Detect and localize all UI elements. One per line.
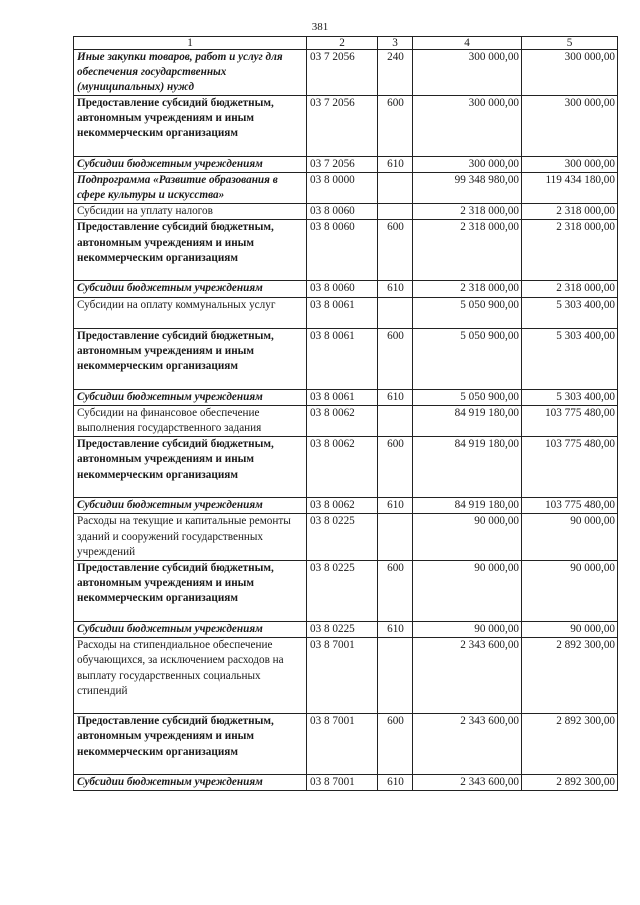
header-cell-3: 3 [378, 37, 413, 50]
table-row [74, 775, 618, 791]
row-amount-col5-cell: 2 892 300,00 [522, 775, 618, 791]
row-expense-type-cell: 600 [378, 220, 413, 281]
row-amount-col5-cell: 103 775 480,00 [522, 405, 618, 436]
table-row [74, 157, 618, 173]
budget-table [73, 36, 618, 791]
row-expense-type-cell: 610 [378, 498, 413, 514]
row-expense-type-cell: 610 [378, 775, 413, 791]
row-name-cell: Субсидии бюджетным учреждениям [74, 281, 307, 297]
row-expense-type-cell [378, 514, 413, 561]
row-amount-col4-cell: 300 000,00 [413, 157, 522, 173]
table-row [74, 96, 618, 157]
row-amount-col5-cell: 2 318 000,00 [522, 204, 618, 220]
table-row [74, 220, 618, 281]
row-amount-col5-cell: 2 318 000,00 [522, 281, 618, 297]
row-amount-col5-cell: 5 303 400,00 [522, 389, 618, 405]
row-name-cell: Предоставление субсидий бюджетным, автономным учреждениям и иным некоммерческим организациям [74, 328, 307, 389]
row-name-cell: Субсидии на финансовое обеспечение выполнения государственного задания [74, 405, 307, 436]
table-row [74, 389, 618, 405]
row-name-cell: Подпрограмма «Развитие образования в сфере культуры и искусства» [74, 173, 307, 204]
row-amount-col4-cell: 300 000,00 [413, 96, 522, 157]
row-expense-type-cell [378, 173, 413, 204]
row-expense-type-cell: 610 [378, 622, 413, 638]
row-expense-type-cell: 610 [378, 389, 413, 405]
row-amount-col5-cell: 2 892 300,00 [522, 638, 618, 714]
row-amount-col4-cell: 90 000,00 [413, 514, 522, 561]
row-code-cell: 03 8 0062 [307, 437, 378, 498]
row-code-cell: 03 8 7001 [307, 714, 378, 775]
row-amount-col5-cell: 90 000,00 [522, 561, 618, 622]
row-code-cell: 03 8 0060 [307, 220, 378, 281]
row-expense-type-cell [378, 297, 413, 328]
row-code-cell: 03 8 0225 [307, 514, 378, 561]
row-amount-col5-cell: 119 434 180,00 [522, 173, 618, 204]
row-amount-col5-cell: 103 775 480,00 [522, 498, 618, 514]
row-amount-col4-cell: 2 318 000,00 [413, 220, 522, 281]
row-expense-type-cell [378, 204, 413, 220]
table-row [74, 328, 618, 389]
row-amount-col4-cell: 5 050 900,00 [413, 297, 522, 328]
header-cell-4: 4 [413, 37, 522, 50]
table-row [74, 638, 618, 714]
row-amount-col5-cell: 103 775 480,00 [522, 437, 618, 498]
row-amount-col5-cell: 5 303 400,00 [522, 297, 618, 328]
row-name-cell: Предоставление субсидий бюджетным, автономным учреждениям и иным некоммерческим организациям [74, 714, 307, 775]
row-code-cell: 03 7 2056 [307, 157, 378, 173]
row-name-cell: Предоставление субсидий бюджетным, автономным учреждениям и иным некоммерческим организациям [74, 96, 307, 157]
row-code-cell: 03 8 0061 [307, 389, 378, 405]
table-row [74, 437, 618, 498]
row-amount-col5-cell: 300 000,00 [522, 157, 618, 173]
row-code-cell: 03 8 0061 [307, 328, 378, 389]
row-amount-col4-cell: 84 919 180,00 [413, 498, 522, 514]
row-expense-type-cell [378, 638, 413, 714]
row-expense-type-cell: 610 [378, 157, 413, 173]
row-amount-col5-cell: 90 000,00 [522, 622, 618, 638]
row-expense-type-cell [378, 405, 413, 436]
row-code-cell: 03 8 7001 [307, 775, 378, 791]
row-name-cell: Предоставление субсидий бюджетным, автономным учреждениям и иным некоммерческим организациям [74, 220, 307, 281]
row-amount-col4-cell: 2 343 600,00 [413, 638, 522, 714]
row-name-cell: Расходы на стипендиальное обеспечение обучающихся, за исключением расходов на выплату государственных социальных стипендий [74, 638, 307, 714]
row-name-cell: Иные закупки товаров, работ и услуг для обеспечения государственных (муниципальных) нужд [74, 50, 307, 96]
row-amount-col4-cell: 84 919 180,00 [413, 405, 522, 436]
page-number: 381 [311, 21, 329, 33]
row-code-cell: 03 8 0062 [307, 498, 378, 514]
row-amount-col5-cell: 300 000,00 [522, 96, 618, 157]
table-row [74, 714, 618, 775]
row-expense-type-cell: 240 [378, 50, 413, 96]
row-code-cell: 03 8 0060 [307, 281, 378, 297]
row-code-cell: 03 8 0060 [307, 204, 378, 220]
row-amount-col4-cell: 84 919 180,00 [413, 437, 522, 498]
row-code-cell: 03 8 0000 [307, 173, 378, 204]
row-amount-col5-cell: 90 000,00 [522, 514, 618, 561]
header-row [74, 37, 618, 50]
table-row [74, 204, 618, 220]
row-expense-type-cell: 600 [378, 328, 413, 389]
table-row [74, 622, 618, 638]
row-code-cell: 03 8 0061 [307, 297, 378, 328]
table-row [74, 297, 618, 328]
row-amount-col5-cell: 2 892 300,00 [522, 714, 618, 775]
row-amount-col5-cell: 300 000,00 [522, 50, 618, 96]
row-amount-col4-cell: 2 318 000,00 [413, 204, 522, 220]
row-name-cell: Субсидии бюджетным учреждениям [74, 622, 307, 638]
row-name-cell: Субсидии бюджетным учреждениям [74, 389, 307, 405]
row-amount-col4-cell: 5 050 900,00 [413, 389, 522, 405]
header-cell-5: 5 [522, 37, 618, 50]
row-amount-col4-cell: 300 000,00 [413, 50, 522, 96]
row-name-cell: Расходы на текущие и капитальные ремонты зданий и сооружений государственных учреждений [74, 514, 307, 561]
row-amount-col5-cell: 2 318 000,00 [522, 220, 618, 281]
row-amount-col4-cell: 90 000,00 [413, 561, 522, 622]
row-amount-col4-cell: 2 343 600,00 [413, 775, 522, 791]
header-cell-2: 2 [307, 37, 378, 50]
row-amount-col5-cell: 5 303 400,00 [522, 328, 618, 389]
table-row [74, 498, 618, 514]
table-row [74, 281, 618, 297]
row-code-cell: 03 8 7001 [307, 638, 378, 714]
table-row [74, 173, 618, 204]
row-code-cell: 03 7 2056 [307, 96, 378, 157]
table-row [74, 514, 618, 561]
row-amount-col4-cell: 99 348 980,00 [413, 173, 522, 204]
row-name-cell: Субсидии бюджетным учреждениям [74, 157, 307, 173]
row-amount-col4-cell: 2 318 000,00 [413, 281, 522, 297]
row-name-cell: Предоставление субсидий бюджетным, автономным учреждениям и иным некоммерческим организациям [74, 561, 307, 622]
row-code-cell: 03 8 0225 [307, 622, 378, 638]
row-amount-col4-cell: 90 000,00 [413, 622, 522, 638]
row-name-cell: Субсидии на оплату коммунальных услуг [74, 297, 307, 328]
row-name-cell: Субсидии бюджетным учреждениям [74, 498, 307, 514]
row-code-cell: 03 8 0062 [307, 405, 378, 436]
row-amount-col4-cell: 5 050 900,00 [413, 328, 522, 389]
row-name-cell: Субсидии бюджетным учреждениям [74, 775, 307, 791]
row-amount-col4-cell: 2 343 600,00 [413, 714, 522, 775]
row-expense-type-cell: 600 [378, 561, 413, 622]
row-expense-type-cell: 600 [378, 437, 413, 498]
row-expense-type-cell: 600 [378, 714, 413, 775]
table-row [74, 405, 618, 436]
row-expense-type-cell: 600 [378, 96, 413, 157]
row-code-cell: 03 7 2056 [307, 50, 378, 96]
row-name-cell: Субсидии на уплату налогов [74, 204, 307, 220]
header-cell-1: 1 [74, 37, 307, 50]
row-code-cell: 03 8 0225 [307, 561, 378, 622]
table-row [74, 50, 618, 96]
row-name-cell: Предоставление субсидий бюджетным, автономным учреждениям и иным некоммерческим организациям [74, 437, 307, 498]
table-row [74, 561, 618, 622]
row-expense-type-cell: 610 [378, 281, 413, 297]
